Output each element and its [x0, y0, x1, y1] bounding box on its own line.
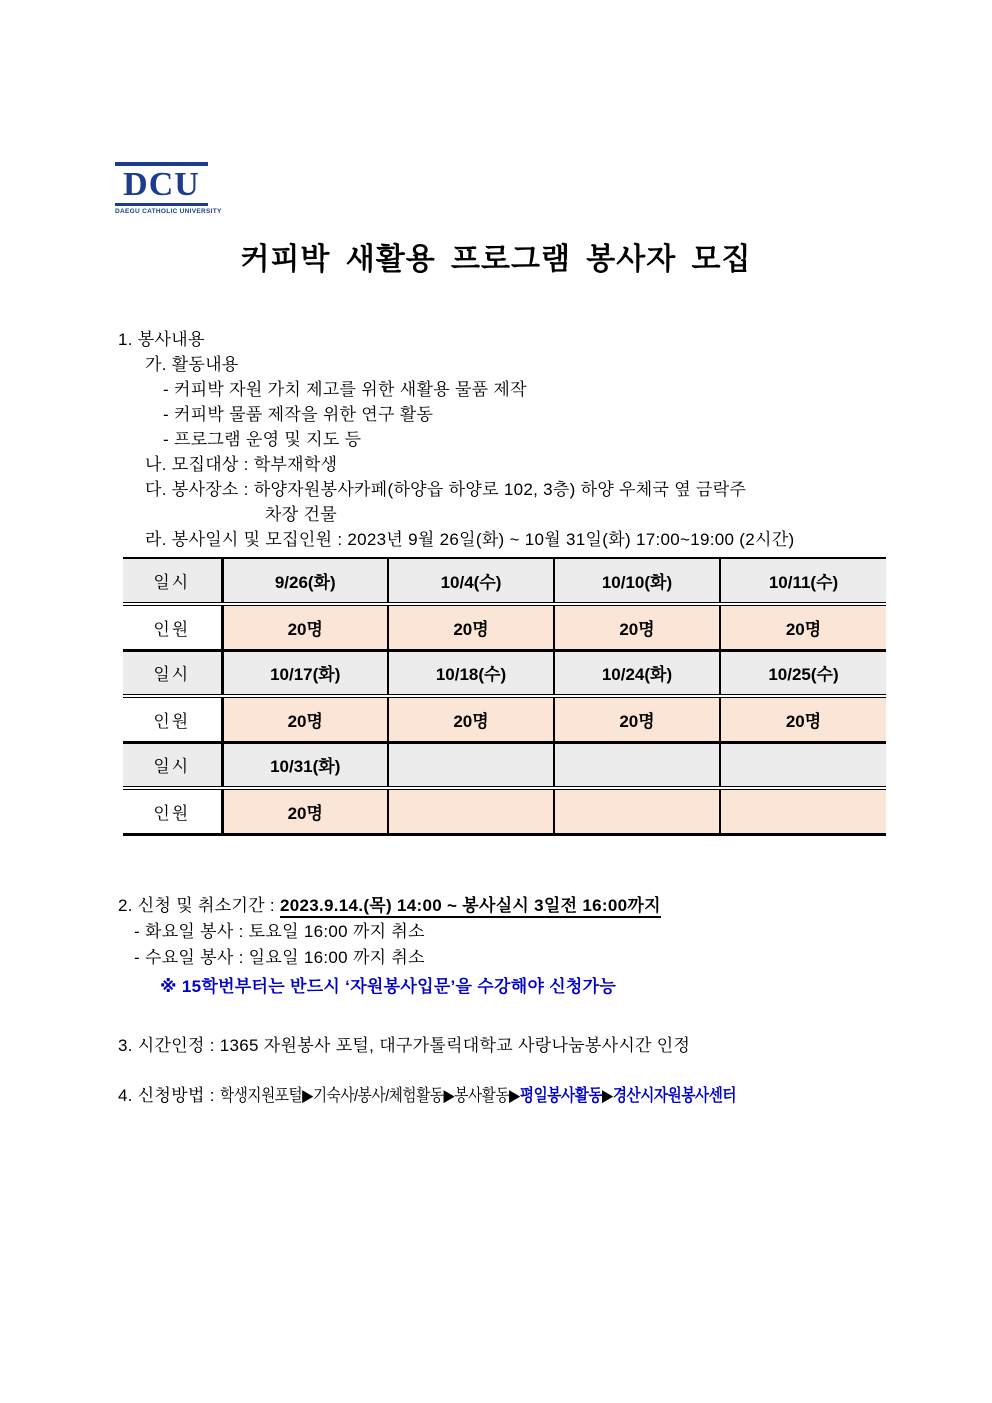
section1-place-line1: 다. 봉사장소 : 하양자원봉사카페(하양읍 하양로 102, 3층) 하양 우체국 옆 금락주 [145, 480, 747, 499]
date-cell: 10/24(화) [554, 650, 720, 696]
date-cell: 10/31(화) [222, 742, 388, 788]
count-cell: 20명 [554, 604, 720, 650]
section4-menu-path [220, 1081, 736, 1106]
menu-path-blue-weekday: 평일봉사활동 [519, 1086, 602, 1105]
date-cell: 10/4(수) [388, 558, 554, 604]
section1-activity-heading: 가. 활동내용 [145, 355, 239, 374]
schedule-row-date [123, 558, 886, 604]
count-cell: 20명 [388, 696, 554, 742]
count-cell: 20명 [720, 604, 886, 650]
schedule-row-date [123, 742, 886, 788]
section2-heading-prefix: 2. 신청 및 취소기간 : [118, 896, 280, 915]
empty-slash-cell [554, 742, 720, 788]
count-cell: 20명 [388, 604, 554, 650]
menu-path-arrow-icon: ▶ [601, 1086, 613, 1105]
page-title: 커피박 새활용 프로그램 봉사자 모집 [240, 243, 752, 276]
count-cell: 20명 [222, 788, 388, 834]
schedule-row-count [123, 604, 886, 650]
schedule-table [123, 557, 886, 836]
section1-heading: 1. 봉사내용 [118, 330, 205, 349]
schedule-row-count [123, 696, 886, 742]
section1-bullet: - 커피박 물품 제작을 위한 연구 활동 [163, 405, 434, 424]
dcu-logo [115, 162, 222, 215]
menu-path-black: 학생지원포털▶기숙사/봉사/체험활동▶봉사활동▶ [219, 1086, 520, 1105]
schedule-row-date [123, 650, 886, 696]
section1-bullet: - 커피박 자원 가치 제고를 위한 새활용 물품 제작 [163, 380, 527, 399]
date-cell: 9/26(화) [222, 558, 388, 604]
menu-path-blue-center: 경산시자원봉사센터 [612, 1086, 736, 1105]
section-application-method [118, 1081, 978, 1106]
section2-bullet: - 화요일 봉사 : 토요일 16:00 까지 취소 [134, 922, 425, 941]
section-volunteer-content [118, 327, 908, 552]
row-label-cell: 일시 [123, 558, 222, 604]
empty-slash-cell [388, 742, 554, 788]
section1-datetime: 라. 봉사일시 및 모집인원 : 2023년 9월 26일(화) ~ 10월 31일(화) 17:00~19:00 (2시간) [145, 530, 795, 549]
date-cell: 10/17(화) [222, 650, 388, 696]
section-application-period [118, 893, 938, 1000]
empty-slash-cell [388, 788, 554, 834]
empty-slash-cell [554, 788, 720, 834]
row-label-cell: 인원 [123, 604, 222, 650]
empty-slash-cell [720, 788, 886, 834]
logo-bottom-bar [115, 203, 208, 206]
section2-heading [118, 893, 938, 919]
section1-place-line2: 차장 건물 [265, 505, 337, 524]
count-cell: 20명 [720, 696, 886, 742]
row-label-cell: 일시 [123, 742, 222, 788]
section-time-recognition: 3. 시간인정 : 1365 자원봉사 포털, 대구가톨릭대학교 사랑나눔봉사시간 인정 [118, 1036, 691, 1055]
section2-note: ※ 15학번부터는 반드시 ‘자원봉사입문’을 수강해야 신청가능 [160, 977, 617, 996]
date-cell: 10/25(수) [720, 650, 886, 696]
schedule-row-count [123, 788, 886, 834]
row-label-cell: 인원 [123, 788, 222, 834]
empty-slash-cell [720, 742, 886, 788]
section2-deadline-highlight: 2023.9.14.(목) 14:00 ~ 봉사실시 3일전 16:00까지 [280, 896, 661, 918]
section1-target: 나. 모집대상 : 학부재학생 [145, 455, 338, 474]
count-cell: 20명 [222, 604, 388, 650]
section4-prefix: 4. 신청방법 : [118, 1086, 220, 1105]
count-cell: 20명 [554, 696, 720, 742]
count-cell: 20명 [222, 696, 388, 742]
logo-acronym: DCU [123, 166, 200, 203]
date-cell: 10/10(화) [554, 558, 720, 604]
date-cell: 10/18(수) [388, 650, 554, 696]
logo-caption: DAEGU CATHOLIC UNIVERSITY [115, 208, 222, 215]
date-cell: 10/11(수) [720, 558, 886, 604]
section1-bullet: - 프로그램 운영 및 지도 등 [163, 430, 362, 449]
row-label-cell: 일시 [123, 650, 222, 696]
row-label-cell: 인원 [123, 696, 222, 742]
section2-bullet: - 수요일 봉사 : 일요일 16:00 까지 취소 [134, 948, 425, 967]
